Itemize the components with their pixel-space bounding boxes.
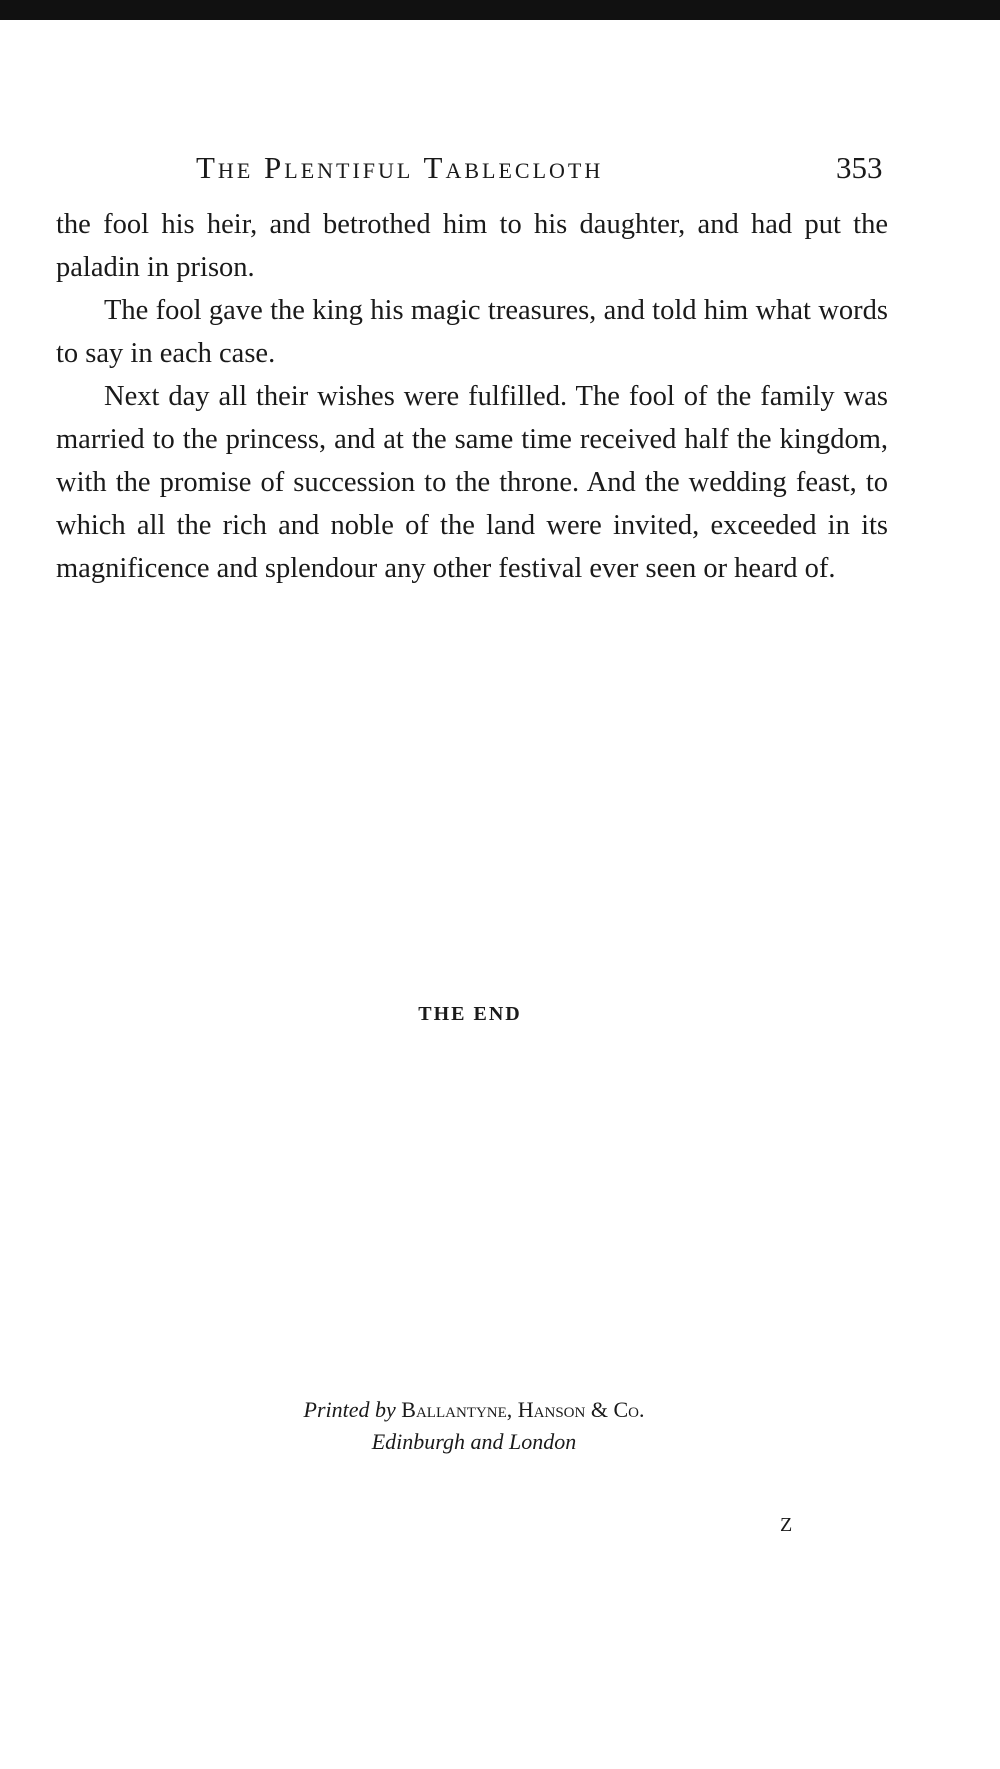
running-title: The Plentiful Tablecloth bbox=[196, 150, 604, 185]
imprint-line-printer bbox=[0, 1394, 948, 1426]
top-border-rule bbox=[0, 0, 1000, 20]
printer-imprint bbox=[0, 1394, 948, 1458]
body-text bbox=[56, 203, 888, 590]
signature-mark: Z bbox=[780, 1514, 793, 1536]
paragraph: Next day all their wishes were fulfilled. The fool of the family was married to the princess, and at the same time received half the kingdom, with the promise of succession to the throne. And the wedding feast, to which all the rich and noble of the land were invited, exceeded in its magnificence and splendour any other festival ever seen or heard of. bbox=[56, 381, 888, 584]
imprint-location: Edinburgh and London bbox=[371, 1429, 577, 1454]
imprint-printer-name: Ballantyne, Hanson & Co. bbox=[401, 1397, 645, 1422]
imprint-printed-by: Printed by bbox=[303, 1397, 396, 1422]
the-end-heading: THE END bbox=[418, 1003, 522, 1025]
paragraph: The fool gave the king his magic treasures, and told him what words to say in each case. bbox=[56, 295, 888, 369]
paragraph-continuation: the fool his heir, and betrothed him to his daughter, and had put the paladin in prison. bbox=[56, 209, 888, 283]
page-number: 353 bbox=[836, 150, 883, 185]
